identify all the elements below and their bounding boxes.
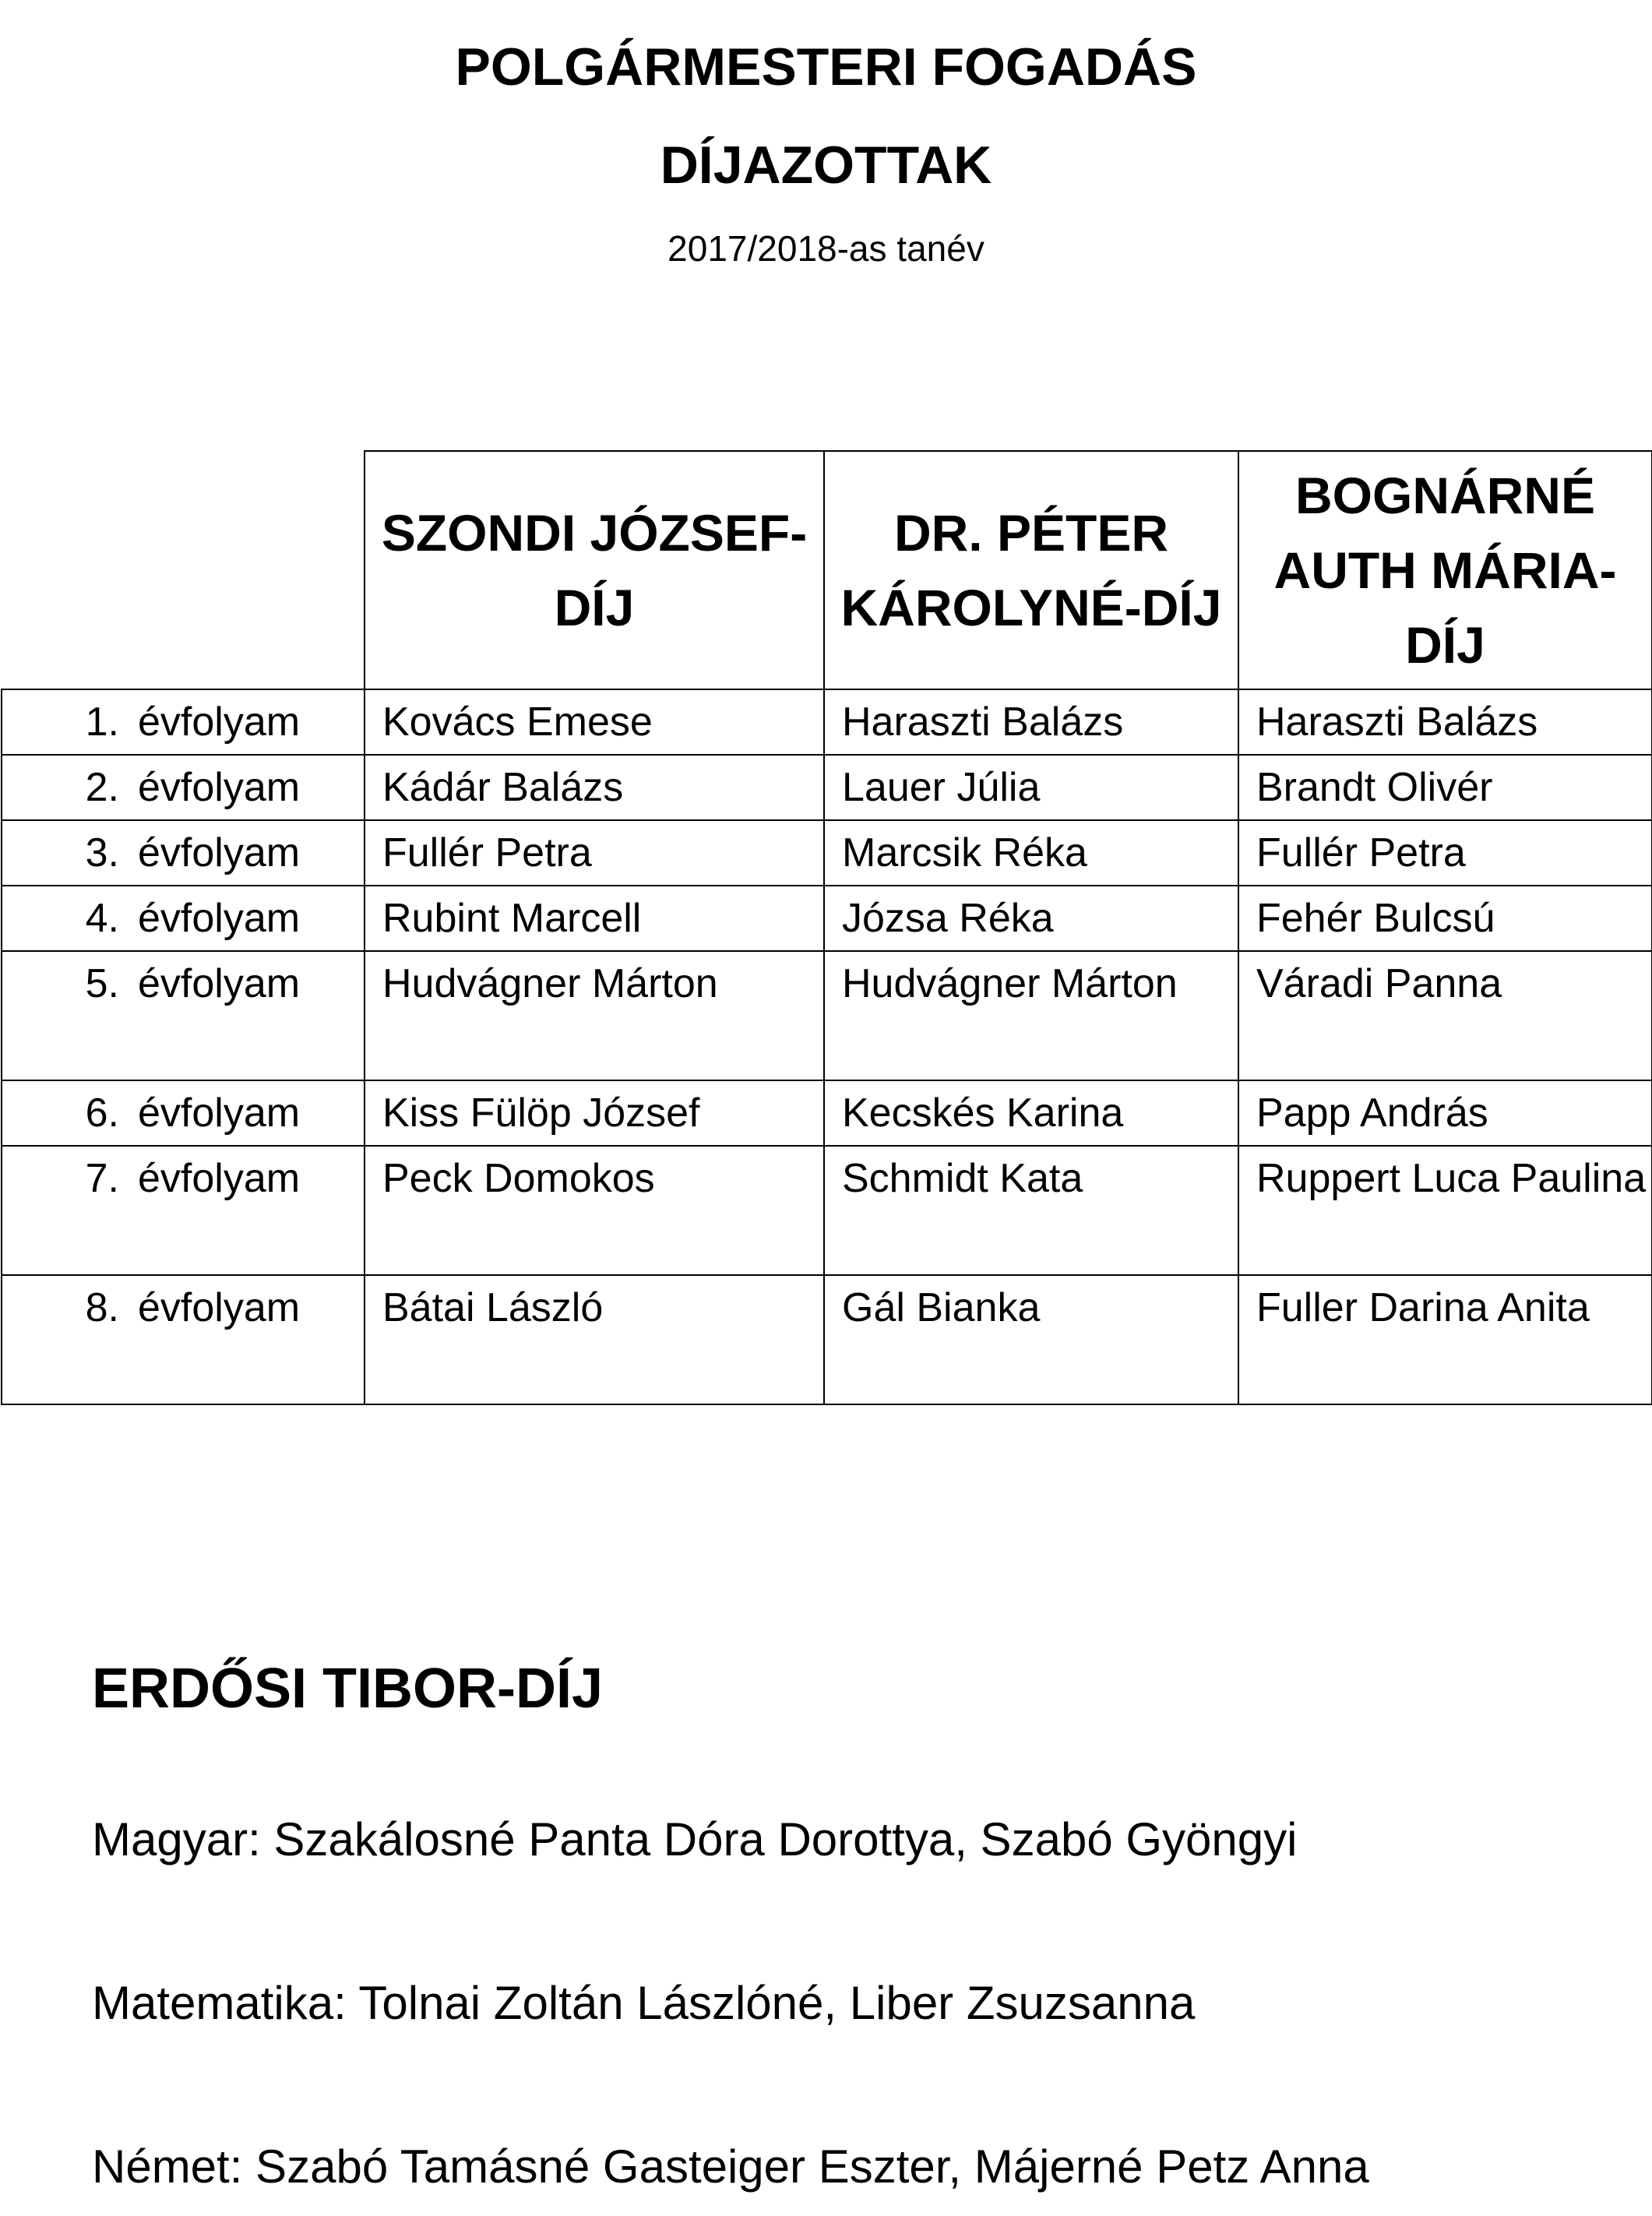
winner-cell-szondi: Kádár Balázs [365,755,824,820]
grade-number: 6. [85,1090,119,1136]
table-row [2,755,1652,820]
winner-cell-peter: Haraszti Balázs [824,689,1238,755]
winner-cell-peter: Gál Bianka [824,1275,1238,1404]
subject-line-matematika: Matematika: Tolnai Zoltán Lászlóné, Liber Zsuzsanna [92,1977,1196,2029]
winner-cell-szondi: Rubint Marcell [365,886,824,951]
grade-label: évfolyam [138,961,301,1006]
winner-cell-bognarne: Fuller Darina Anita [1238,1275,1652,1404]
table-row [2,1146,1652,1275]
winner-cell-bognarne: Brandt Olivér [1238,755,1652,820]
winner-cell-szondi: Fullér Petra [365,820,824,886]
grade-cell [2,1080,365,1146]
grade-label: évfolyam [138,1156,301,1201]
winner-cell-bognarne: Váradi Panna [1238,951,1652,1080]
grade-label: évfolyam [138,896,301,941]
winner-cell-peter: Schmidt Kata [824,1146,1238,1275]
grade-number: 1. [85,699,119,745]
column-header-szondi: SZONDI JÓZSEF-DÍJ [365,451,824,689]
winner-cell-peter: Lauer Júlia [824,755,1238,820]
school-year: 2017/2018-as tanév [667,228,985,269]
table-row [2,820,1652,886]
table-row [2,886,1652,951]
grade-cell [2,1275,365,1404]
table-row [2,1080,1652,1146]
grade-cell [2,886,365,951]
header-row [2,451,1652,689]
winner-cell-bognarne: Fehér Bulcsú [1238,886,1652,951]
winner-cell-bognarne: Ruppert Luca Paulina [1238,1146,1652,1275]
grade-cell [2,1146,365,1275]
winner-cell-szondi: Peck Domokos [365,1146,824,1275]
winner-cell-szondi: Kovács Emese [365,689,824,755]
winner-cell-peter: Marcsik Réka [824,820,1238,886]
grade-label: évfolyam [138,765,301,810]
grade-cell [2,755,365,820]
subject-line-nemet: Német: Szabó Tamásné Gasteiger Eszter, Májerné Petz Anna [92,2140,1369,2193]
grade-cell [2,951,365,1080]
erdosi-award-title: ERDŐSI TIBOR-DÍJ [92,1658,604,1720]
winner-cell-bognarne: Haraszti Balázs [1238,689,1652,755]
grade-number: 2. [85,765,119,810]
grade-number: 5. [85,961,119,1006]
grade-number: 4. [85,896,119,941]
grade-cell [2,820,365,886]
grade-cell [2,689,365,755]
grade-number: 8. [85,1285,119,1330]
grade-label: évfolyam [138,699,301,745]
table-row [2,1275,1652,1404]
winner-cell-peter: Hudvágner Márton [824,951,1238,1080]
grade-label: évfolyam [138,1090,301,1136]
winner-cell-bognarne: Fullér Petra [1238,820,1652,886]
winner-cell-peter: Kecskés Karina [824,1080,1238,1146]
column-header-peter: DR. PÉTER KÁROLYNÉ-DÍJ [824,451,1238,689]
winner-cell-szondi: Kiss Fülöp József [365,1080,824,1146]
awards-table [1,450,1652,1405]
winner-cell-szondi: Bátai László [365,1275,824,1404]
winner-cell-szondi: Hudvágner Márton [365,951,824,1080]
winner-cell-bognarne: Papp András [1238,1080,1652,1146]
grade-number: 3. [85,830,119,875]
table-row [2,951,1652,1080]
page-title: POLGÁRMESTERI FOGADÁS [455,37,1197,97]
blank-header-cell [2,451,365,689]
grade-label: évfolyam [138,1285,301,1330]
column-header-bognarne: BOGNÁRNÉ AUTH MÁRIA-DÍJ [1238,451,1652,689]
table-row [2,689,1652,755]
subject-line-magyar: Magyar: Szakálosné Panta Dóra Dorottya, Szabó Gyöngyi [92,1813,1298,1865]
grade-number: 7. [85,1156,119,1201]
page-subtitle: DÍJAZOTTAK [660,136,992,195]
winner-cell-peter: Józsa Réka [824,886,1238,951]
grade-label: évfolyam [138,830,301,875]
